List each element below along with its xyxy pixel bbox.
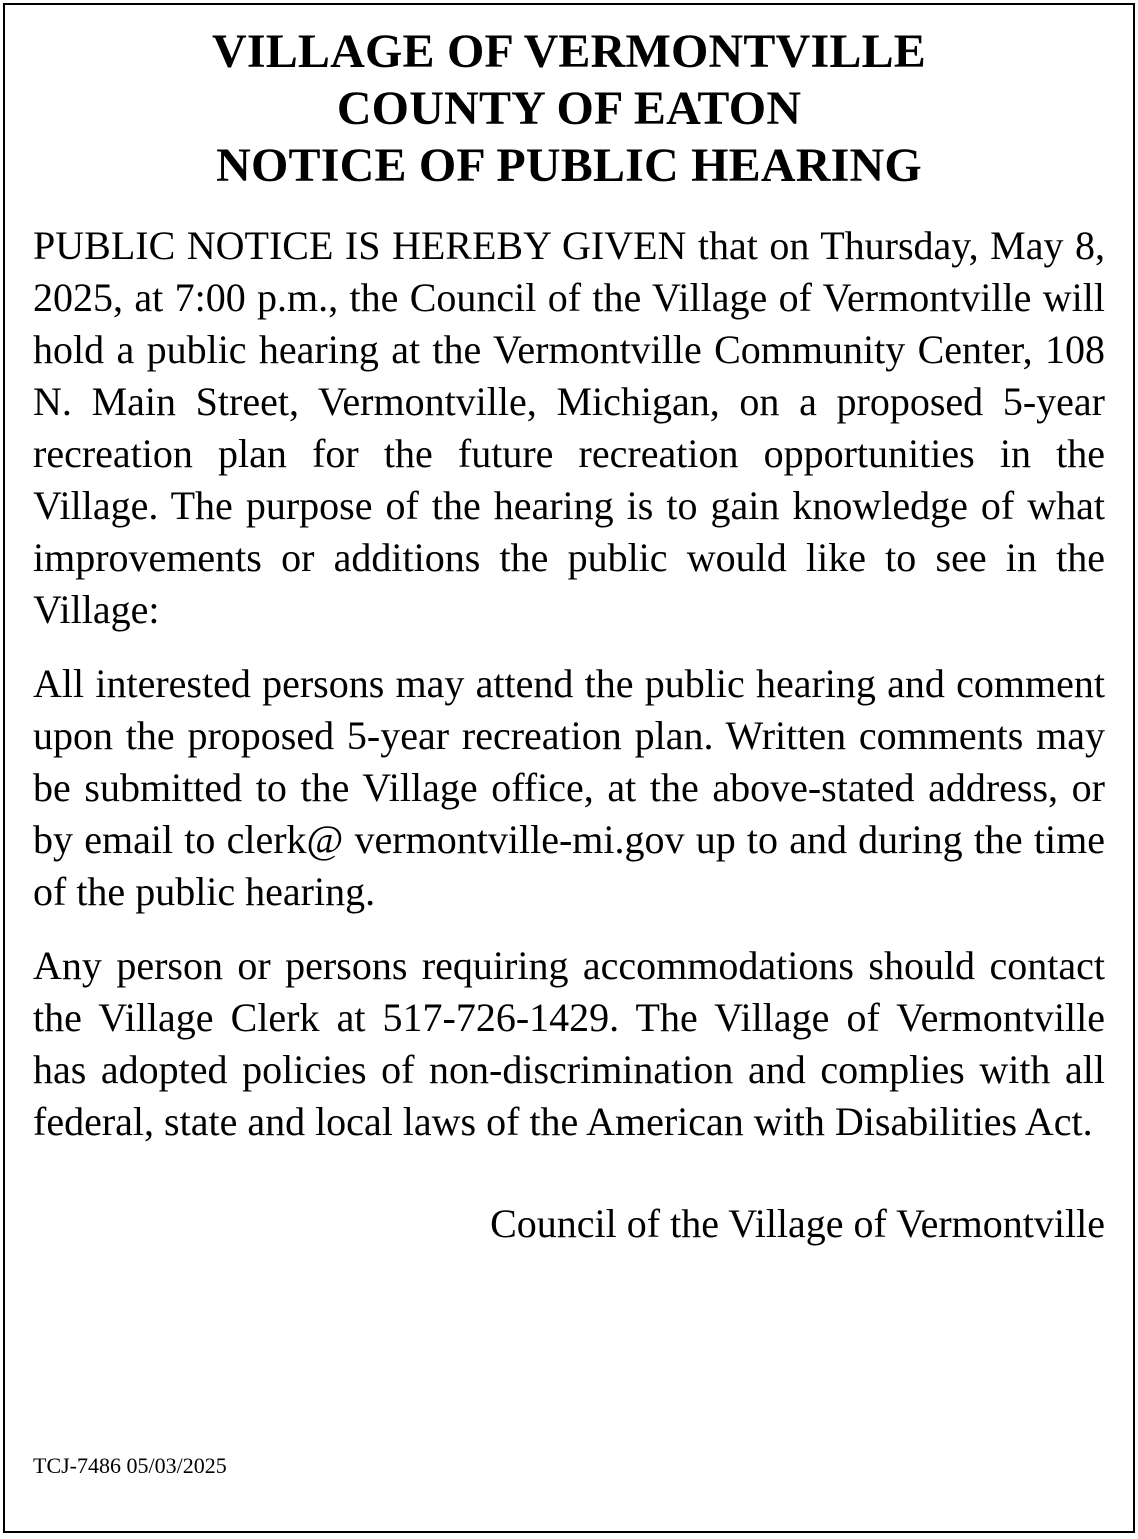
notice-paragraph-hearing: PUBLIC NOTICE IS HEREBY GIVEN that on Thursday, May 8, 2025, at 7:00 p.m., the Council of the Village of Vermontville will hold a public hearing at the Vermontville Community Center, 108 N. Main Street, Vermontville, Michigan, on a proposed 5-year recreation plan for the future recreation opportunities in the Village. The purpose of the hearing is to gain knowledge of what improvements or additions the public would like to see in the Village: — [33, 223, 1105, 632]
notice-signature: Council of the Village of Vermontville — [490, 1201, 1105, 1246]
notice-paragraph-accommodations: Any person or persons requiring accommodations should contact the Village Clerk at 517-726-1429. The Village of Vermontville has adopted policies of non-discrimination and complies with all federal, state and local laws of the American with Disabilities Act. — [33, 943, 1105, 1144]
publication-reference: TCJ-7486 05/03/2025 — [33, 1453, 227, 1478]
notice-paragraph-comments: All interested persons may attend the public hearing and comment upon the proposed 5-year recreation plan. Written comments may be submitted to the Village office, at the above-stated address, or by email to clerk@ vermontville-mi.gov up to and during the time of the public hearing. — [33, 661, 1105, 914]
header-title: NOTICE OF PUBLIC HEARING — [216, 139, 922, 192]
notice-header — [33, 23, 1105, 194]
header-county: COUNTY OF EATON — [336, 82, 802, 135]
public-notice — [3, 3, 1135, 1533]
header-village: VILLAGE OF VERMONTVILLE — [211, 25, 927, 78]
